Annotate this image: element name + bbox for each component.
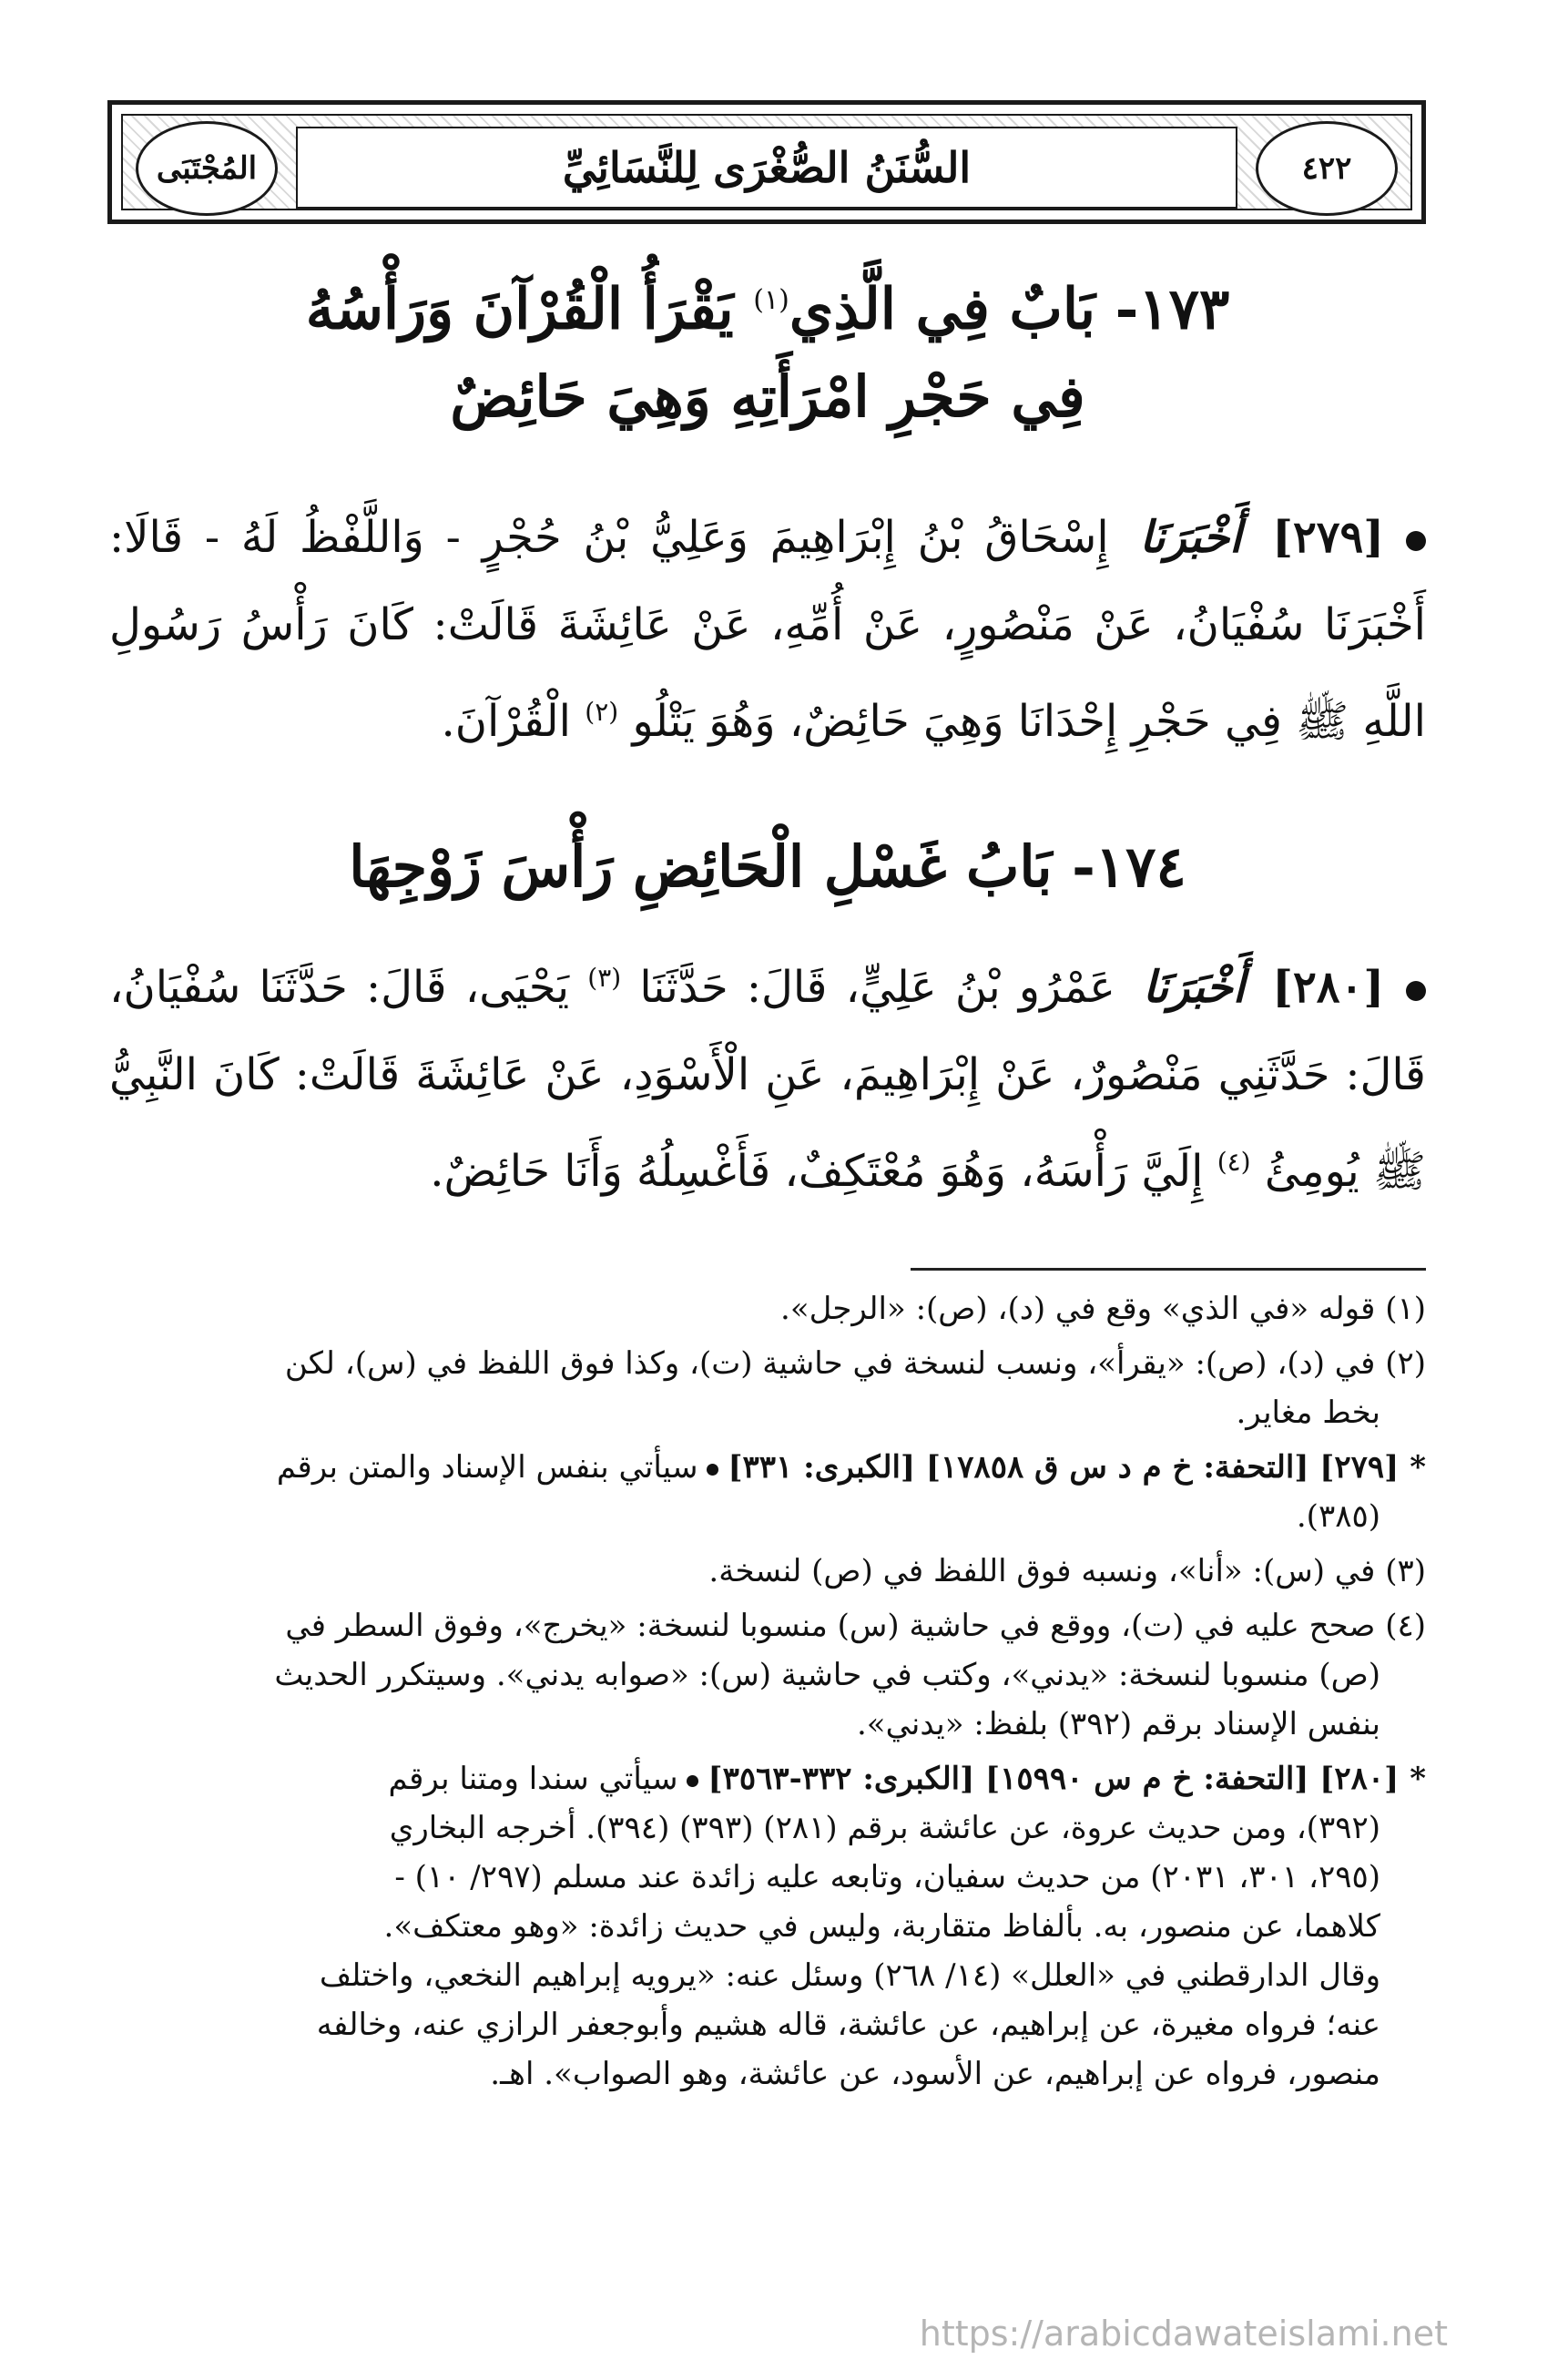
header-ornament-border bbox=[121, 114, 1412, 210]
footnote-2-line2: بخط مغاير. bbox=[1236, 1394, 1380, 1431]
bullet-icon bbox=[1406, 531, 1426, 551]
footnote-3: (٣) في (س): «أنا»، ونسبه فوق اللفظ في (ص) لنسخة. bbox=[708, 1553, 1426, 1589]
hadith-text: يَحْيَى، قَالَ: حَدَّثَنَا سُفْيَانُ، قَالَ: حَدَّثَنِي مَنْصُورٌ، عَنْ إِبْرَاهِيمَ، عَنِ الْأَسْوَدِ، عَنْ عَائِشَةَ قَالَتْ: كَانَ النَّبِيُّ ﷺ يُومِئُ bbox=[109, 962, 1426, 1197]
footnote-280-line2: (٣٩٢)، ومن حديث عروة، عن عائشة برقم (٢٨١) (٣٩٣) (٣٩٤). أخرجه البخاري bbox=[389, 1810, 1380, 1846]
bullet-icon bbox=[1406, 981, 1426, 1001]
chapter-174-heading bbox=[109, 823, 1426, 911]
footnote-280-line4: كلاهما، عن منصور، به. بألفاظ متقاربة، وليس في حديث زائدة: «وهو معتكف». bbox=[383, 1908, 1380, 1945]
footnote-280-line5: وقال الدارقطني في «العلل» (١٤/ ٢٦٨) وسئل عنه: «يرويه إبراهيم النخعي، واختلف bbox=[319, 1957, 1380, 1994]
footnote-ref: (٣) bbox=[587, 963, 622, 993]
footnote-279 bbox=[109, 1443, 1426, 1541]
chapter-title: بَابُ غَسْلِ الْحَائِضِ رَأْسَ زَوْجِهَا bbox=[349, 833, 1053, 900]
takhrij-ref: [٢٨٠] [التحفة: خ م س ١٥٩٩٠] [الكبرى: ٣٣٢-٣٥٦٣] bbox=[708, 1761, 1400, 1797]
footnote-ref: (٢) bbox=[585, 697, 619, 727]
footnotes bbox=[109, 1284, 1426, 2104]
hadith-text-end: الْقُرْآنَ. bbox=[441, 696, 572, 747]
book-emblem: المُجْتَبَى bbox=[136, 121, 278, 216]
chapter-number: ١٧٤- bbox=[1072, 833, 1186, 900]
footnote-2-line1: (٢) في (د)، (ص): «يقرأ»، ونسب لنسخة في حاشية (ت)، وكذا فوق اللفظ في (س)، لكن bbox=[284, 1345, 1426, 1382]
page-number: ٤٢٢ bbox=[1256, 121, 1398, 216]
hadith-text: إِسْحَاقُ بْنُ إِبْرَاهِيمَ وَعَلِيُّ بْنُ حُجْرٍ - وَاللَّفْظُ لَهُ - قَالَا: أَخْبَرَنَا سُفْيَانُ، عَنْ مَنْصُورٍ، عَنْ أُمِّهِ، عَنْ عَائِشَةَ قَالَتْ: كَانَ رَأْسُ رَسُولِ اللَّهِ ﷺ فِي حَجْرِ إِحْدَانَا وَهِيَ حَائِضٌ، وَهُوَ يَتْلُو bbox=[109, 512, 1426, 747]
chapter-title-part2: يَقْرَأُ الْقُرْآنَ وَرَأْسُهُ bbox=[305, 275, 734, 342]
footnote-280-line1 bbox=[109, 1754, 1426, 1803]
hadith-280 bbox=[109, 935, 1426, 1215]
footnote-280 bbox=[109, 1754, 1426, 2099]
book-title: السُّنَنُ الصُّغْرَى لِلنَّسَائِيِّ bbox=[296, 127, 1237, 209]
footnote-4 bbox=[109, 1601, 1426, 1749]
footnote-280-line6: عنه؛ فرواه مغيرة، عن إبراهيم، عن عائشة، قاله هشيم وأبوجعفر الرازي عنه، وخالفه bbox=[316, 2007, 1380, 2043]
footnote-ref: (٤) bbox=[1217, 1147, 1251, 1177]
footnote-280-line3: (٢٩٥، ٣٠١، ٢٠٣١) من حديث سفيان، وتابعه عليه زائدة عند مسلم (٢٩٧/ ١٠) - bbox=[394, 1859, 1380, 1895]
chapter-title-part1: بَابٌ فِي الَّذِي bbox=[789, 275, 1096, 342]
chapter-173-line1 bbox=[109, 257, 1426, 353]
chapter-173-line2: فِي حَجْرِ امْرَأَتِهِ وَهِيَ حَائِضٌ bbox=[450, 363, 1085, 430]
takhrij-text: سيأتي سندا ومتنا برقم bbox=[388, 1761, 678, 1797]
footnote-4-line1: (٤) صحح عليه في (ت)، ووقع في حاشية (س) منسوبا لنسخة: «يخرج»، وفوق السطر في bbox=[285, 1608, 1426, 1644]
hadith-number: [٢٨٠] bbox=[1272, 962, 1385, 1013]
bullet-icon bbox=[687, 1775, 698, 1787]
footnote-4-line3: بنفس الإسناد برقم (٣٩٢) بلفظ: «يدني». bbox=[856, 1706, 1380, 1742]
page-header bbox=[107, 100, 1426, 224]
asterisk-icon: * bbox=[1410, 1761, 1426, 1797]
hadith-text: عَمْرُو بْنُ عَلِيٍّ، قَالَ: حَدَّثَنَا bbox=[639, 962, 1115, 1013]
footnote-279-line1 bbox=[109, 1443, 1426, 1492]
takhrij-ref: [٢٧٩] [التحفة: خ م د س ق ١٧٨٥٨] [الكبرى: ٣٣١] bbox=[728, 1449, 1400, 1486]
footnote-279-line2: (٣٨٥). bbox=[1296, 1498, 1380, 1535]
akhbarana-word: أَخْبَرَنَا bbox=[1139, 512, 1242, 563]
footnote-ref: (١) bbox=[753, 284, 789, 316]
hadith-279 bbox=[109, 494, 1426, 765]
asterisk-icon: * bbox=[1410, 1449, 1426, 1486]
hadith-number: [٢٧٩] bbox=[1272, 512, 1384, 563]
takhrij-text: سيأتي بنفس الإسناد والمتن برقم bbox=[276, 1449, 698, 1486]
footnote-1: (١) قوله «في الذي» وقع في (د)، (ص): «الرجل». bbox=[780, 1291, 1426, 1327]
chapter-173-heading bbox=[109, 257, 1426, 441]
bullet-icon bbox=[707, 1464, 718, 1476]
chapter-number: ١٧٣- bbox=[1115, 275, 1230, 342]
hadith-text-end: إِلَيَّ رَأْسَهُ، وَهُوَ مُعْتَكِفٌ، فَأَغْسِلُهُ وَأَنَا حَائِضٌ. bbox=[430, 1146, 1204, 1197]
site-watermark: https://arabicdawateislami.net bbox=[919, 2314, 1448, 2354]
akhbarana-word: أَخْبَرَنَا bbox=[1143, 962, 1246, 1013]
footnote-280-line7: منصور، فرواه عن إبراهيم، عن الأسود، عن عائشة، وهو الصواب». اهـ. bbox=[490, 2056, 1380, 2092]
footnote-2 bbox=[109, 1339, 1426, 1437]
footnote-4-line2: (ص) منسوبا لنسخة: «يدني»، وكتب في حاشية (س): «صوابه يدني». وسيتكرر الحديث bbox=[274, 1657, 1380, 1693]
footnote-separator bbox=[911, 1268, 1426, 1271]
